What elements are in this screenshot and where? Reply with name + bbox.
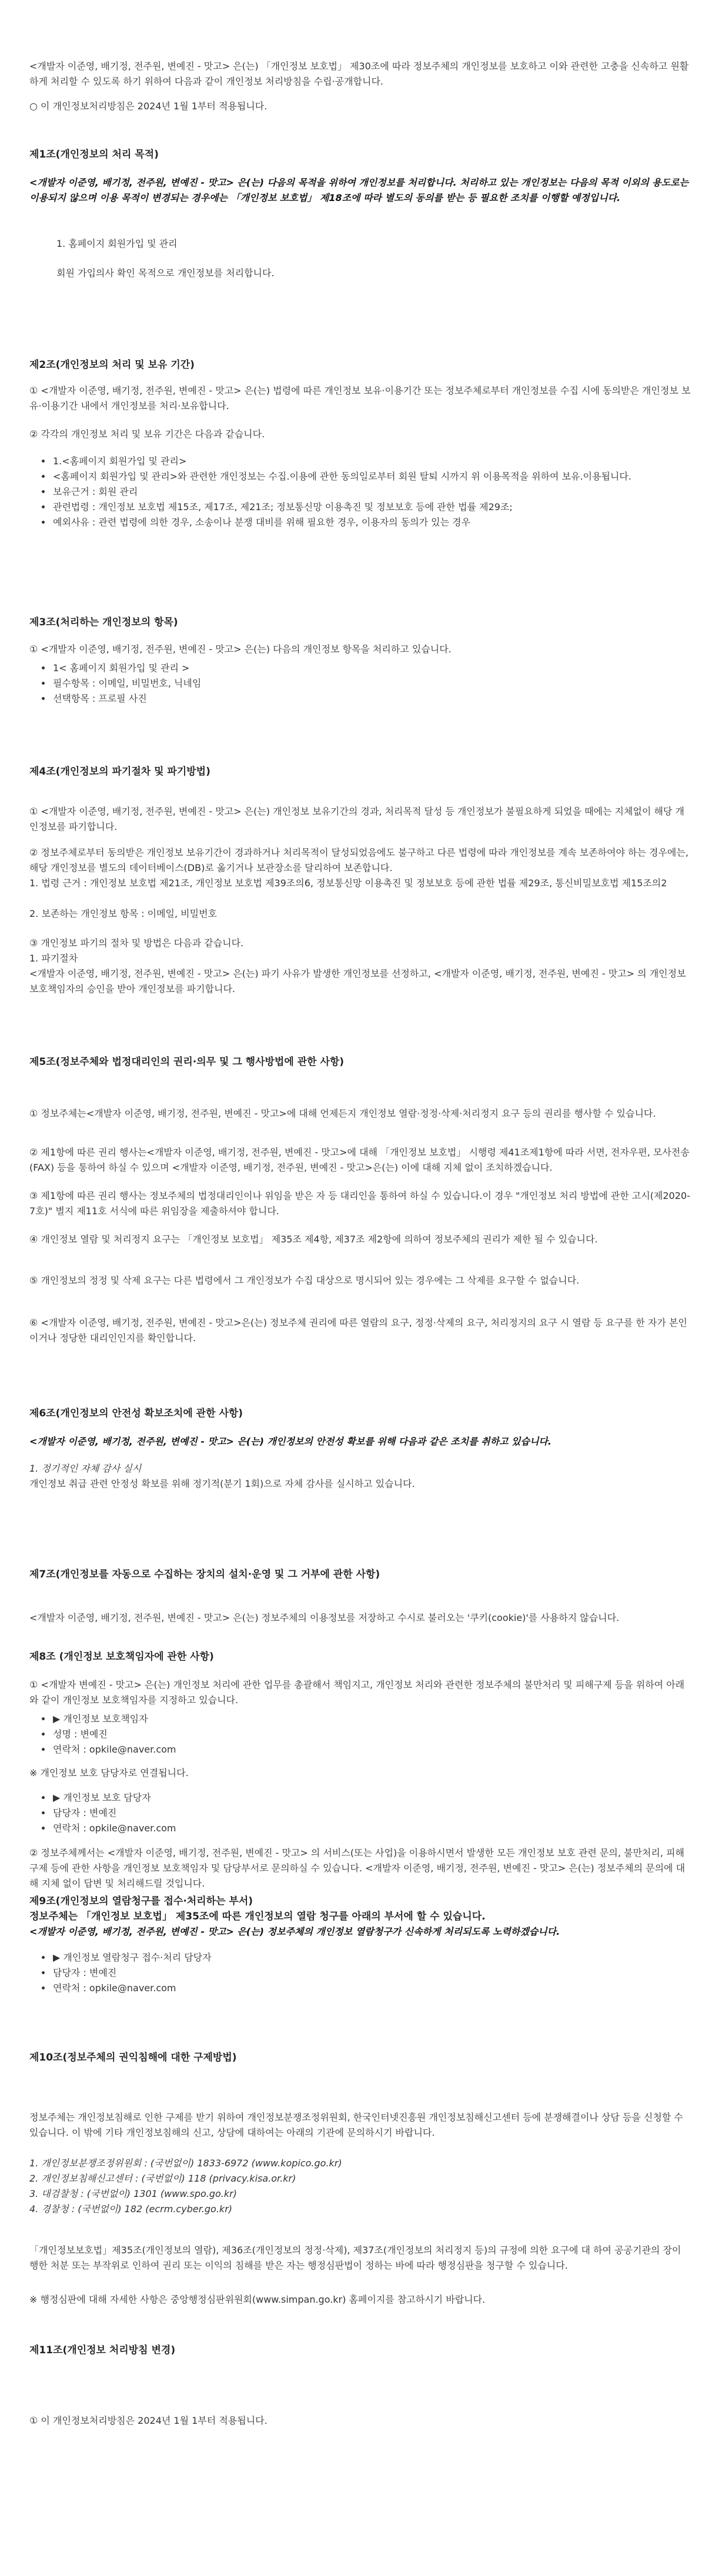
list-item: 1. 개인정보분쟁조정위원회 : (국번없이) 1833-6972 (www.kopico.go.kr) <box>29 2158 342 2169</box>
section-9-subtitle: 정보주체는 「개인정보 보호법」 제35조에 따른 개인정보의 열람 청구를 아래의 부서에 할 수 있습니다. <box>29 1911 486 1922</box>
section-4-p2-a: 1. 법령 근거 : 개인정보 보호법 제21조, 개인정보 보호법 제39조의6, 정보통신망 이용촉진 및 정보보호 등에 관한 법률 제29조, 통신비밀보호법 제15조의2 <box>29 877 667 889</box>
list-item: • 예외사유 : 관련 법령에 의한 경우, 소송이나 분쟁 대비를 위해 필요한 경우, 이용자의 동의가 있는 경우 <box>52 515 693 530</box>
list-item: • 관련법령 : 개인정보 보호법 제15조, 제17조, 제21조; 정보통신망 이용촉진 및 정보보호 등에 관한 법률 제29조; <box>52 500 693 515</box>
intro-effective-date: ○ 이 개인정보처리방침은 2024년 1월 1부터 적용됩니다. <box>29 101 268 112</box>
section-8-title: 제8조 (개인정보 보호책임자에 관한 사항) <box>29 1651 214 1663</box>
section-1-item-1: 1. 홈페이지 회원가입 및 관리 <box>56 238 178 249</box>
section-5-title: 제5조(정보주체와 법정대리인의 권리·의무 및 그 행사방법에 관한 사항) <box>29 1056 345 1068</box>
section-5-p6: ⑥ <개발자 이준영, 배기정, 전주원, 변예진 - 맛고>은(는) 정보주체 권리에 따른 열람의 요구, 정정·삭제의 요구, 처리정지의 요구 시 열람 등 요구를 한 자가 본인이거나 정당한 대리인인지를 확인합니다. <box>29 1317 687 1344</box>
section-5-p2: ② 제1항에 따른 권리 행사는<개발자 이준영, 배기정, 전주원, 변예진 - 맛고>에 대해 「개인정보 보호법」 시행령 제41조제1항에 따라 서면, 전자우편, 모사전송(FAX) 등을 통하여 하실 수 있으며 <개발자 이준영, 배기정, 전주원, 변예진 - 맛고>은(는) 이에 대해 지체 없이 조치하겠습니다. <box>29 1147 690 1173</box>
section-6-lead: <개발자 이준영, 배기정, 전주원, 변예진 - 맛고> 은(는) 개인정보의 안전성 확보를 위해 다음과 같은 조치를 취하고 있습니다. <box>29 1436 551 1447</box>
section-2-p1: ① <개발자 이준영, 배기정, 전주원, 변예진 - 맛고> 은(는) 법령에 따른 개인정보 보유·이용기간 또는 정보주체로부터 개인정보를 수집 시에 동의받은 개인정보 보유·이용기간 내에서 개인정보를 처리·보유합니다. <box>29 385 691 411</box>
list-item: • 보유근거 : 회원 관리 <box>52 484 693 500</box>
section-3-title: 제3조(처리하는 개인정보의 항목) <box>29 617 178 628</box>
section-5-p4: ④ 개인정보 열람 및 처리정지 요구는 「개인정보 보호법」 제35조 제4항, 제37조 제2항에 의하여 정보주체의 권리가 제한 될 수 있습니다. <box>29 1234 598 1245</box>
list-item: • 필수항목 : 이메일, 비밀번호, 닉네임 <box>52 676 693 691</box>
section-3-p1: ① <개발자 이준영, 배기정, 전주원, 변예진 - 맛고> 은(는) 다음의 개인정보 항목을 처리하고 있습니다. <box>29 644 452 655</box>
list-item: • ▶ 개인정보 보호책임자 <box>52 1711 693 1727</box>
section-2-title: 제2조(개인정보의 처리 및 보유 기간) <box>29 359 195 371</box>
list-item: • 연락처 : opkile@naver.com <box>52 1821 693 1836</box>
section-6-title: 제6조(개인정보의 안전성 확보조치에 관한 사항) <box>29 1408 243 1419</box>
list-item: • 담당자 : 변예진 <box>52 1965 693 1981</box>
section-8-p2: ② 정보주체께서는 <개발자 이준영, 배기정, 전주원, 변예진 - 맛고> 의 서비스(또는 사업)을 이용하시면서 발생한 모든 개인정보 보호 관련 문의, 불만처리, 피해구제 등에 관한 사항을 개인정보 보호책임자 및 담당부서로 문의하실 수 있습니다. <개발자 이준영, 배기정, 전주원, 변예진 - 맛고> 은(는) 정보주체의 문의에 대해 지체 없이 답변 및 처리해드릴 것입니다. <box>29 1847 686 1889</box>
section-8-note: ※ 개인정보 보호 담당자로 연결됩니다. <box>29 1767 189 1778</box>
section-9-title: 제9조(개인정보의 열람청구를 접수·처리하는 부서) <box>29 1895 253 1907</box>
section-10-p3: ※ 행정심판에 대해 자세한 사항은 중앙행정심판위원회(www.simpan.go.kr) 홈페이지를 참고하시기 바랍니다. <box>29 2294 486 2305</box>
section-4-p3: ③ 개인정보 파기의 절차 및 방법은 다음과 같습니다. <box>29 937 244 949</box>
list-item: • 1< 홈페이지 회원가입 및 관리 > <box>52 661 693 676</box>
list-item: • <홈페이지 회원가입 및 관리>와 관련한 개인정보는 수집.이용에 관한 동의일로부터 회원 탈퇴 시까지 위 이용목적을 위하여 보유.이용됩니다. <box>52 469 693 484</box>
list-item: • 성명 : 변예진 <box>52 1727 693 1742</box>
section-5-p1: ① 정보주체는<개발자 이준영, 배기정, 전주원, 변예진 - 맛고>에 대해 언제든지 개인정보 열람·정정·삭제·처리정지 요구 등의 권리를 행사할 수 있습니다. <box>29 1108 656 1119</box>
list-item: • 연락처 : opkile@naver.com <box>52 1981 693 1996</box>
section-4-p3-a: 1. 파기절차 <box>29 953 78 964</box>
section-11-p1: ① 이 개인정보처리방침은 2024년 1월 1부터 적용됩니다. <box>29 2415 268 2426</box>
section-10-p2: 「개인정보보호법」제35조(개인정보의 열람), 제36조(개인정보의 정정·삭제), 제37조(개인정보의 처리정지 등)의 규정에 의한 요구에 대 하여 공공기관의 장이 행한 처분 또는 부작위로 인하여 권리 또는 이익의 침해를 받은 자는 행정심판법이 정하는 바에 따라 행정심판을 청구할 수 있습니다. <box>29 2245 681 2271</box>
section-5-p3: ③ 제1항에 따른 권리 행사는 정보주체의 법정대리인이나 위임을 받은 자 등 대리인을 통하여 하실 수 있습니다.이 경우 "개인정보 처리 방법에 관한 고시(제2020-7호)" 별지 제11호 서식에 따른 위임장을 제출하셔야 합니다. <box>29 1190 690 1217</box>
section-4-p2-b: 2. 보존하는 개인정보 항목 : 이메일, 비밀번호 <box>29 908 218 919</box>
section-11-title: 제11조(개인정보 처리방침 변경) <box>29 2344 176 2356</box>
section-10-title: 제10조(정보주체의 권익침해에 대한 구제방법) <box>29 2052 237 2064</box>
section-4-p2: ② 정보주체로부터 동의받은 개인정보 보유기간이 경과하거나 처리목적이 달성되었음에도 불구하고 다른 법령에 따라 개인정보를 계속 보존하여야 하는 경우에는, 해당 개인정보를 별도의 데이터베이스(DB)로 옮기거나 보관장소를 달리하여 보존합니다. <box>29 847 688 873</box>
section-9-lead: <개발자 이준영, 배기정, 전주원, 변예진 - 맛고> 은(는) 정보주체의 개인정보 열람청구가 신속하게 처리되도록 노력하겠습니다. <box>29 1926 560 1937</box>
section-6-item-1: 1. 정기적인 자체 감사 실시 <box>29 1463 142 1474</box>
section-1-item-1-desc: 회원 가입의사 확인 목적으로 개인정보를 처리합니다. <box>56 267 275 279</box>
section-7-p1: <개발자 이준영, 배기정, 전주원, 변예진 - 맛고> 은(는) 정보주체의 이용정보를 저장하고 수시로 불러오는 '쿠키(cookie)'를 사용하지 않습니다. <box>29 1612 620 1623</box>
list-item: 4. 경찰청 : (국번없이) 182 (ecrm.cyber.go.kr) <box>29 2203 233 2215</box>
section-1-lead: <개발자 이준영, 배기정, 전주원, 변예진 - 맛고> 은(는) 다음의 목적을 위하여 개인정보를 처리합니다. 처리하고 있는 개인정보는 다음의 목적 이외의 용도로는 이용되지 않으며 이용 목적이 변경되는 경우에는 「개인정보 보호법」 제18조에 따라 별도의 동의를 받는 등 필요한 조치를 이행할 예정입니다. <box>29 177 689 203</box>
section-8-officer-list <box>29 1711 693 1757</box>
section-6-item-1-desc: 개인정보 취급 관련 안정성 확보를 위해 정기적(분기 1회)으로 자체 감사를 실시하고 있습니다. <box>29 1478 415 1489</box>
section-5-p5: ⑤ 개인정보의 정정 및 삭제 요구는 다른 법령에서 그 개인정보가 수집 대상으로 명시되어 있는 경우에는 그 삭제를 요구할 수 없습니다. <box>29 1275 580 1286</box>
list-item: • 1.<홈페이지 회원가입 및 관리> <box>52 454 693 469</box>
list-item: • ▶ 개인정보 보호 담당자 <box>52 1790 693 1805</box>
section-4-p1: ① <개발자 이준영, 배기정, 전주원, 변예진 - 맛고> 은(는) 개인정보 보유기간의 경과, 처리목적 달성 등 개인정보가 불필요하게 되었을 때에는 지체없이 해당 개인정보를 파기합니다. <box>29 806 684 832</box>
list-item: 2. 개인정보침해신고센터 : (국번없이) 118 (privacy.kisa.or.kr) <box>29 2173 296 2184</box>
list-item: 3. 대검찰청 : (국번없이) 1301 (www.spo.go.kr) <box>29 2188 237 2199</box>
section-2-list <box>29 454 693 530</box>
section-8-p1: ① <개발자 변예진 - 맛고> 은(는) 개인정보 처리에 관한 업무를 총괄해서 책임지고, 개인정보 처리와 관련한 정보주체의 불만처리 및 피해구제 등을 위하여 아래와 같이 개인정보 보호책임자를 지정하고 있습니다. <box>29 1679 685 1706</box>
section-10-p1: 정보주체는 개인정보침해로 인한 구제를 받기 위하여 개인정보분쟁조정위원회, 한국인터넷진흥원 개인정보침해신고센터 등에 분쟁해결이나 상담 등을 신청할 수 있습니다. 이 밖에 기타 개인정보침해의 신고, 상담에 대하여는 아래의 기관에 문의하시기 바랍니다. <box>29 2112 683 2138</box>
section-7-title: 제7조(개인정보를 자동으로 수집하는 장치의 설치·운영 및 그 거부에 관한 사항) <box>29 1569 380 1580</box>
section-10-agency-list <box>29 2156 693 2217</box>
list-item: • 선택항목 : 프로필 사진 <box>52 691 693 706</box>
section-9-contact-list <box>29 1950 693 1996</box>
list-item: • 연락처 : opkile@naver.com <box>52 1742 693 1757</box>
section-4-title: 제4조(개인정보의 파기절차 및 파기방법) <box>29 766 210 778</box>
section-1-title: 제1조(개인정보의 처리 목적) <box>29 149 159 160</box>
list-item: • ▶ 개인정보 열람청구 접수·처리 담당자 <box>52 1950 693 1965</box>
section-8-contact-list <box>29 1790 693 1836</box>
intro-paragraph: <개발자 이준영, 배기정, 전주원, 변예진 - 맛고> 은(는) 「개인정보 보호법」 제30조에 따라 정보주체의 개인정보를 보호하고 이와 관련한 고충을 신속하고 원활하게 처리할 수 있도록 하기 위하여 다음과 같이 개인정보 처리방침을 수립·공개합니다. <box>29 61 689 87</box>
section-2-p2: ② 각각의 개인정보 처리 및 보유 기간은 다음과 같습니다. <box>29 428 265 440</box>
section-3-list <box>29 661 693 706</box>
list-item: • 담당자 : 변예진 <box>52 1805 693 1821</box>
section-4-p3-b: <개발자 이준영, 배기정, 전주원, 변예진 - 맛고> 은(는) 파기 사유가 발생한 개인정보를 선정하고, <개발자 이준영, 배기정, 전주원, 변예진 - 맛고> 의 개인정보 보호책임자의 승인을 받아 개인정보를 파기합니다. <box>29 968 686 994</box>
